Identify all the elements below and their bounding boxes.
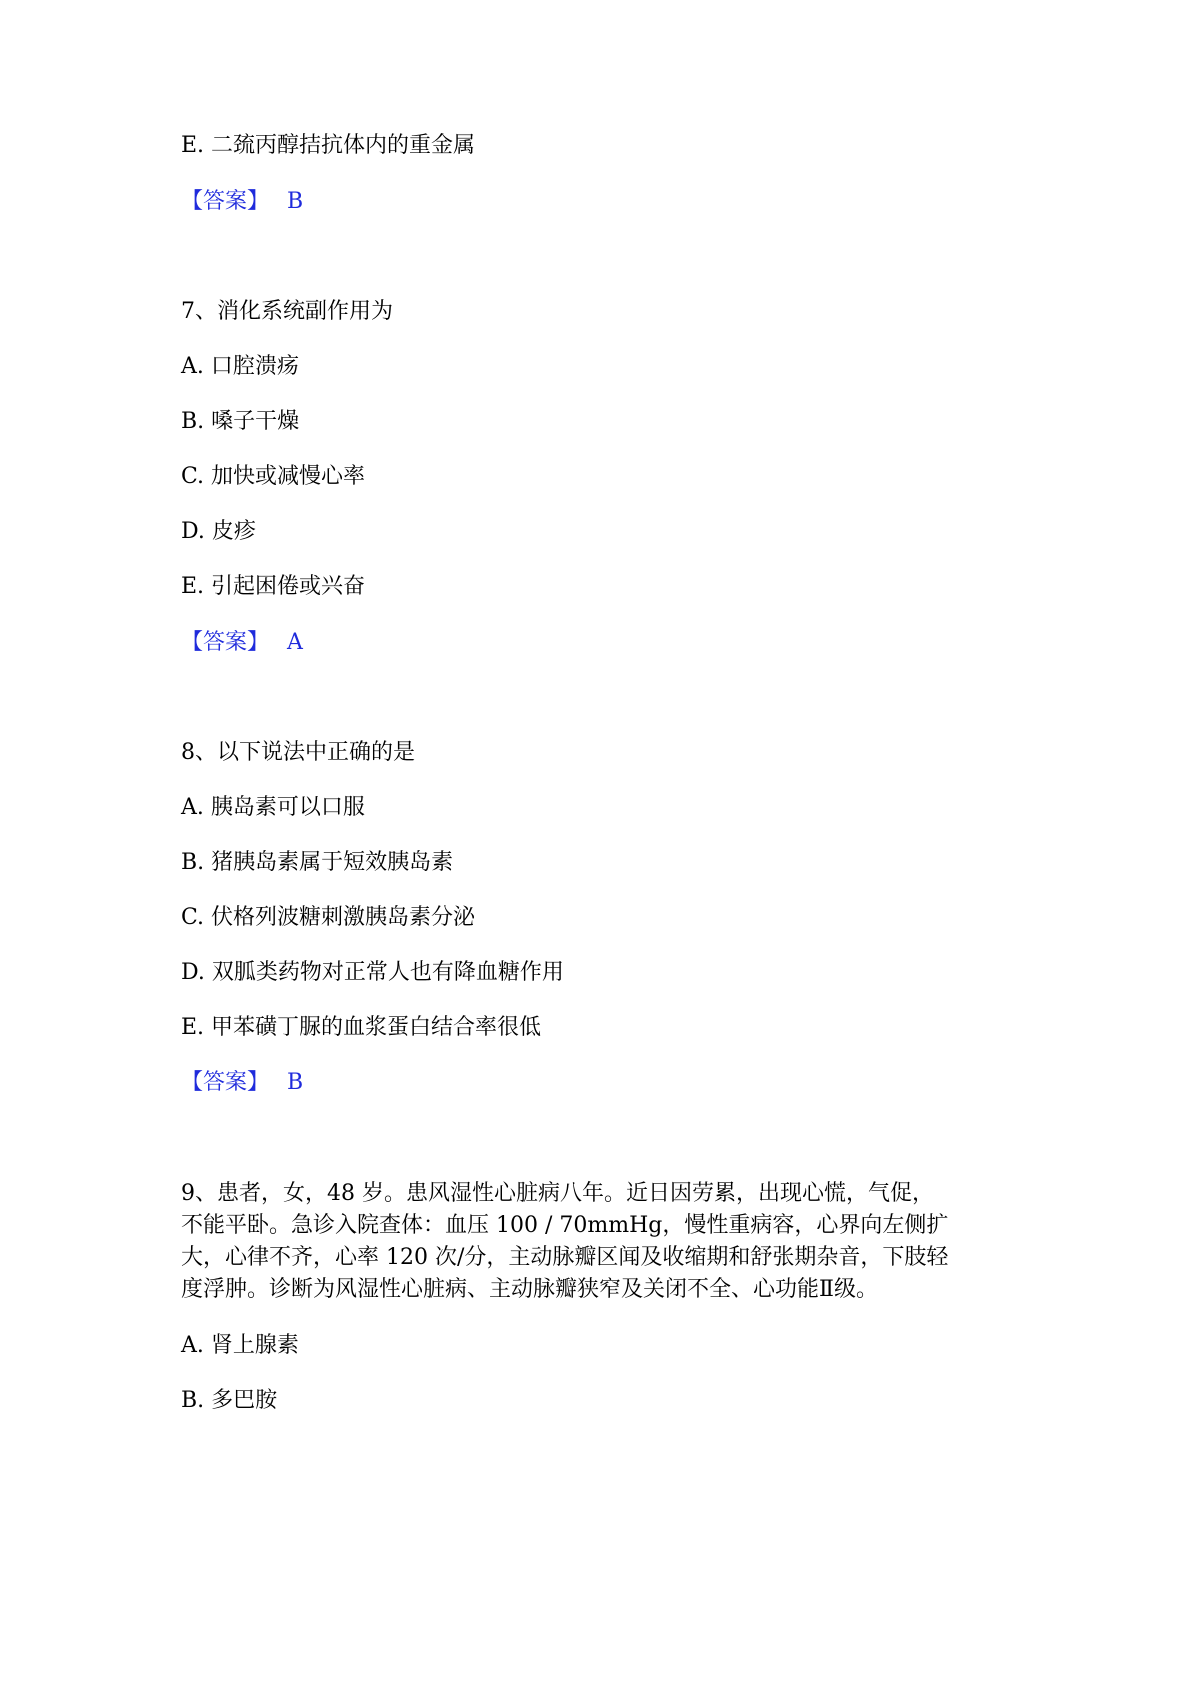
q9-stem-line-3: 大，心律不齐，心率 120 次/分，主动脉瓣区闻及收缩期和舒张期杂音，下肢轻 [181,1245,949,1270]
q8-option-c: C. 伏格列波糖刺激胰岛素分泌 [181,905,476,930]
q7-option-d: D. 皮疹 [181,519,256,544]
q7-stem: 7、消化系统副作用为 [181,299,393,324]
q8-option-d: D. 双胍类药物对正常人也有降血糖作用 [181,960,564,985]
q8-option-e: E. 甲苯磺丁脲的血浆蛋白结合率很低 [181,1015,542,1040]
q7-option-a: A. 口腔溃疡 [181,354,299,379]
q9-stem-line-4: 度浮肿。诊断为风湿性心脏病、主动脉瓣狭窄及关闭不全、心功能Ⅱ级。 [181,1277,878,1302]
q8-option-b: B. 猪胰岛素属于短效胰岛素 [181,850,454,875]
q7-option-e: E. 引起困倦或兴奋 [181,574,366,599]
q8-stem: 8、以下说法中正确的是 [181,740,415,765]
q7-answer [181,627,303,659]
q8-option-a: A. 胰岛素可以口服 [181,795,365,820]
q6-option-e: E. 二巯丙醇拮抗体内的重金属 [181,133,476,158]
q7-option-b: B. 嗓子干燥 [181,409,300,434]
q9-option-a: A. 肾上腺素 [181,1333,299,1358]
q8-answer-value: B [287,1070,304,1095]
q7-answer-value: A [287,630,303,655]
q8-answer [181,1067,303,1099]
q7-option-c: C. 加快或减慢心率 [181,464,366,489]
q9-stem-line-1: 9、患者，女，48 岁。患风湿性心脏病八年。近日因劳累，出现心慌，气促， [181,1181,934,1206]
q6-answer-value: B [287,189,304,214]
q8-answer-label: 【答案】 [181,1070,270,1095]
q6-answer-label: 【答案】 [181,189,270,214]
q9-stem-line-2: 不能平卧。急诊入院查体：血压 100 / 70mmHg，慢性重病容，心界向左侧扩 [181,1213,949,1238]
q6-answer [181,186,303,218]
q9-option-b: B. 多巴胺 [181,1388,278,1413]
q7-answer-label: 【答案】 [181,630,270,655]
